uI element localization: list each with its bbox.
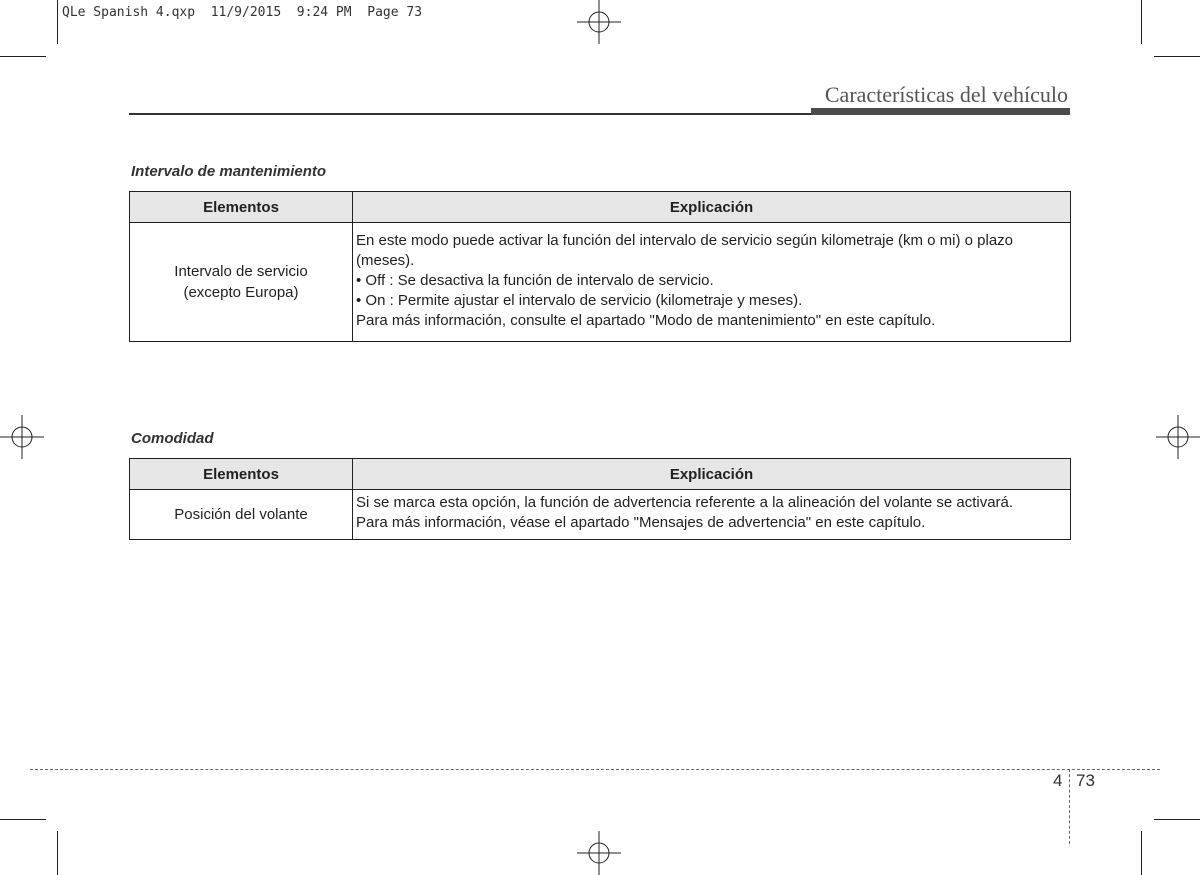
registration-target-icon: [577, 831, 621, 875]
footer-dashed-divider: [1069, 769, 1070, 844]
explanation-bullet-on: • On : Permite ajustar el intervalo de servicio (kilometraje y meses).: [356, 292, 803, 309]
crop-mark: [1154, 56, 1200, 57]
column-header-explicacion: Explicación: [353, 192, 1071, 223]
element-cell: [130, 223, 353, 342]
element-name: Intervalo de servicio: [174, 263, 308, 280]
explanation-cell: [353, 223, 1071, 342]
column-header-explicacion: Explicación: [353, 459, 1071, 490]
page-number: 73: [1076, 771, 1095, 790]
table-header-row: [130, 192, 1071, 223]
chapter-header-title: Características del vehículo: [824, 82, 1068, 107]
section-title-comfort: Comodidad: [131, 430, 214, 447]
crop-mark: [1141, 0, 1142, 44]
table-row: [130, 490, 1071, 540]
table-row: [130, 223, 1071, 342]
column-header-elementos: Elementos: [130, 459, 353, 490]
registration-target-icon: [577, 0, 621, 44]
explanation-line: Para más información, véase el apartado "Mensajes de advertencia" en este capítulo.: [356, 514, 926, 531]
registration-target-icon: [1156, 415, 1200, 459]
crop-mark: [0, 56, 46, 57]
element-note: (excepto Europa): [183, 284, 299, 301]
crop-mark: [0, 819, 46, 820]
section-title-maintenance: Intervalo de mantenimiento: [131, 163, 327, 180]
chapter-number: 4: [1053, 771, 1063, 790]
element-cell: Posición del volante: [130, 490, 353, 540]
column-header-elementos: Elementos: [130, 192, 353, 223]
maintenance-table: [129, 191, 1071, 342]
explanation-line: En este modo puede activar la función del intervalo de servicio según kilometraje (km o mi) o plazo (meses).: [356, 232, 1013, 269]
explanation-bullet-off: • Off : Se desactiva la función de intervalo de servicio.: [356, 272, 714, 289]
print-slug: QLe Spanish 4.qxp 11/9/2015 9:24 PM Page 73: [62, 5, 423, 20]
registration-target-icon: [0, 415, 44, 459]
crop-mark: [57, 0, 58, 44]
footer-dashed-rule: [30, 769, 1160, 770]
crop-mark: [57, 831, 58, 875]
explanation-line: Para más información, consulte el apartado "Modo de mantenimiento" en este capítulo.: [356, 312, 936, 329]
crop-mark: [1141, 831, 1142, 875]
comfort-table: [129, 458, 1071, 540]
crop-mark: [1154, 819, 1200, 820]
table-header-row: [130, 459, 1071, 490]
header-rule-accent: [811, 108, 1070, 115]
explanation-cell: [353, 490, 1071, 540]
header-rule: [129, 113, 811, 115]
explanation-line: Si se marca esta opción, la función de advertencia referente a la alineación del volante se activará.: [356, 494, 1014, 511]
